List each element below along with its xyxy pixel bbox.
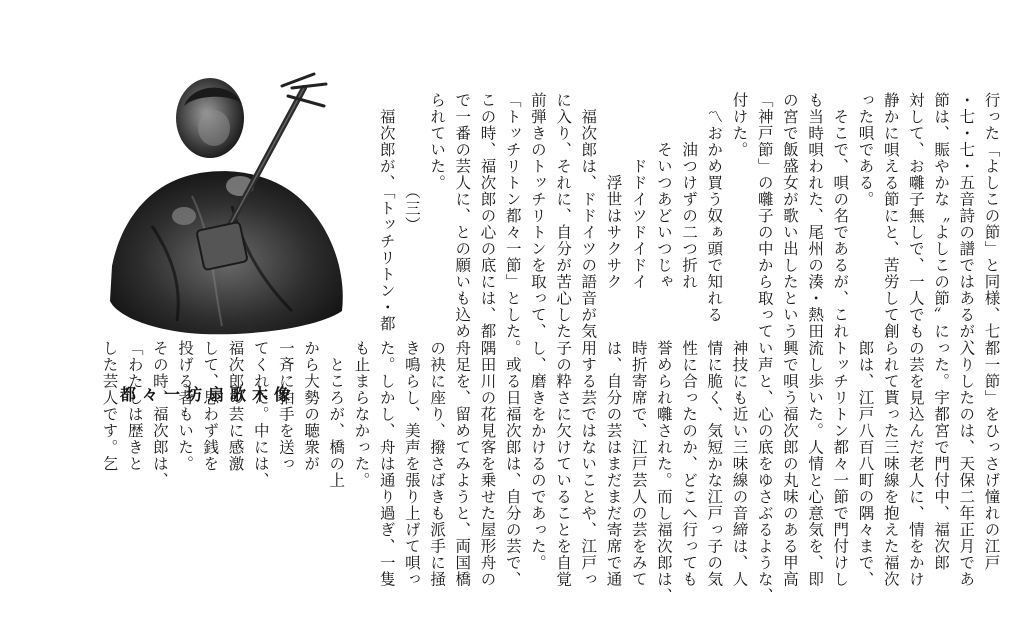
- lower-text-column: た。しかし、舟は通り過ぎ、一隻: [377, 340, 396, 588]
- lower-text-column: られて貰った三味線を抱えた福次: [881, 340, 900, 588]
- lower-text-column: から大勢の聴衆が: [302, 340, 321, 472]
- lower-text-column: 子の粋さに欠けていることを自覚: [554, 340, 573, 588]
- lower-text-column: 投げる者もいた。: [176, 340, 195, 472]
- lower-text-column: 「わたしは歴きと: [125, 340, 144, 472]
- upper-text-column: られていた。: [428, 92, 447, 191]
- lower-text-column: ところが、橋の上: [327, 340, 346, 489]
- lower-text-column: の芸を見込んだ老人に、情をかけ: [906, 340, 925, 588]
- upper-text-column: 福次郎は、ドドイツの語音が気: [579, 92, 598, 340]
- upper-text-column: 付けた。: [730, 92, 749, 158]
- lower-text-column: 一斉に拍手を送っ: [276, 340, 295, 472]
- lower-text-column: して、思わず銭を: [201, 340, 220, 472]
- upper-text-column: 浮世はサクサク: [604, 92, 623, 290]
- lower-text-column: 舟足を、留めてみようと、両国橋: [453, 340, 472, 588]
- lower-text-column: き鳴らし、美声を張り上げて唄っ: [402, 340, 421, 588]
- lower-text-column: 性に合ったのか、どこへ行っても: [680, 340, 699, 588]
- lower-text-column: 興で唄う福次郎の丸味のある甲高: [780, 340, 799, 588]
- lower-text-column: 福次郎の芸に感激: [226, 340, 245, 472]
- statue-photo: [92, 66, 354, 338]
- upper-text-column: 対して、お囃子無しで、一人でも: [906, 92, 925, 340]
- photo-caption: 都々一坊扇歌木像: [120, 385, 297, 404]
- lower-text-column: 入りしたのは、天保二年正月であ: [957, 340, 976, 588]
- upper-text-column: 行った「よしこの節」と同様、七: [982, 92, 1001, 340]
- lower-text-column: 時折寄席で、江戸芸人の芸をみて: [629, 340, 648, 588]
- lower-text-column: その時、福次郎は、: [150, 340, 169, 489]
- upper-text-column: 前弾きのトッチリトンを取って、: [528, 92, 547, 340]
- upper-text-column: 福次郎が、「トッチリトン・都: [377, 92, 396, 332]
- upper-text-column: 〽おかめ買う奴ぁ頭で知れる: [705, 92, 724, 323]
- upper-text-column: 節は、賑やかな〝よしこの節〟に: [932, 92, 951, 340]
- upper-text-column: そこで、唄の名であるが、これ: [831, 92, 850, 340]
- upper-text-column: そいつあどいつじゃ: [654, 92, 673, 290]
- upper-text-column: 「神戸節」の囃子の中から取って: [755, 92, 774, 340]
- lower-text-column: 用する芸ではないことや、江戸っ: [579, 340, 598, 588]
- upper-text-column: った唄である。: [856, 92, 875, 208]
- lower-text-column: 神技にも近い三味線の音締は、人: [730, 340, 749, 588]
- lower-text-column: てくれた。中には、: [251, 340, 270, 489]
- lower-text-column: 隅田川の花見客を乗せた屋形舟の: [478, 340, 497, 588]
- upper-text-column: （三）: [402, 92, 421, 233]
- lower-text-column: も止まらなかった。: [352, 340, 371, 489]
- upper-text-column: 油つけずの二つ折れ: [680, 92, 699, 290]
- lower-text-column: 郎は、江戸八百八町の隅々まで、: [856, 340, 875, 588]
- lower-text-column: った。宇都宮で門付中、福次郎: [932, 340, 951, 571]
- upper-text-column: に入り、それに、自分が苦心した: [554, 92, 573, 340]
- upper-text-column: ドドイツドイドイ: [629, 92, 648, 290]
- lower-text-column: 都一節」をひっさげ憧れの江戸: [982, 340, 1001, 571]
- upper-text-column: ・七・七・五音詩の譜ではあるが、: [957, 92, 976, 356]
- upper-text-column: この時、福次郎の心の底には、都: [478, 92, 497, 340]
- lower-text-column: トッチリトン都々一節で門付けし: [831, 340, 850, 588]
- lower-text-column: の袂に座り、撥さばきも派手に掻: [428, 340, 447, 588]
- lower-text-column: 情に脆く、気短かな江戸っ子の気: [705, 340, 724, 588]
- upper-text-column: 「トッチリトン都々一節」とした。: [503, 92, 522, 356]
- lower-text-column: した芸人です。乞: [100, 340, 119, 472]
- lower-text-column: し、磨きをかけるのであった。: [528, 340, 547, 571]
- upper-text-column: で一番の芸人に、との願いも込め: [453, 92, 472, 340]
- upper-text-column: の宮で飯盛女が歌い出したという: [780, 92, 799, 340]
- upper-text-column: も当時唄われた、尾州の湊・熱田: [806, 92, 825, 340]
- lower-text-column: 誉められ囃された。而し福次郎は、: [654, 340, 673, 604]
- upper-text-column: 静かに唄える節にと、苦労して創: [881, 92, 900, 340]
- lower-text-column: 或る日福次郎は、自分の芸で、: [503, 340, 522, 588]
- lower-text-column: い声と、心の底をゆさぶるような、: [755, 340, 774, 604]
- lower-text-column: は、自分の芸はまだまだ寄席で通: [604, 340, 623, 588]
- lower-text-column: 流し歩いた。人情と心意気を、即: [806, 340, 825, 588]
